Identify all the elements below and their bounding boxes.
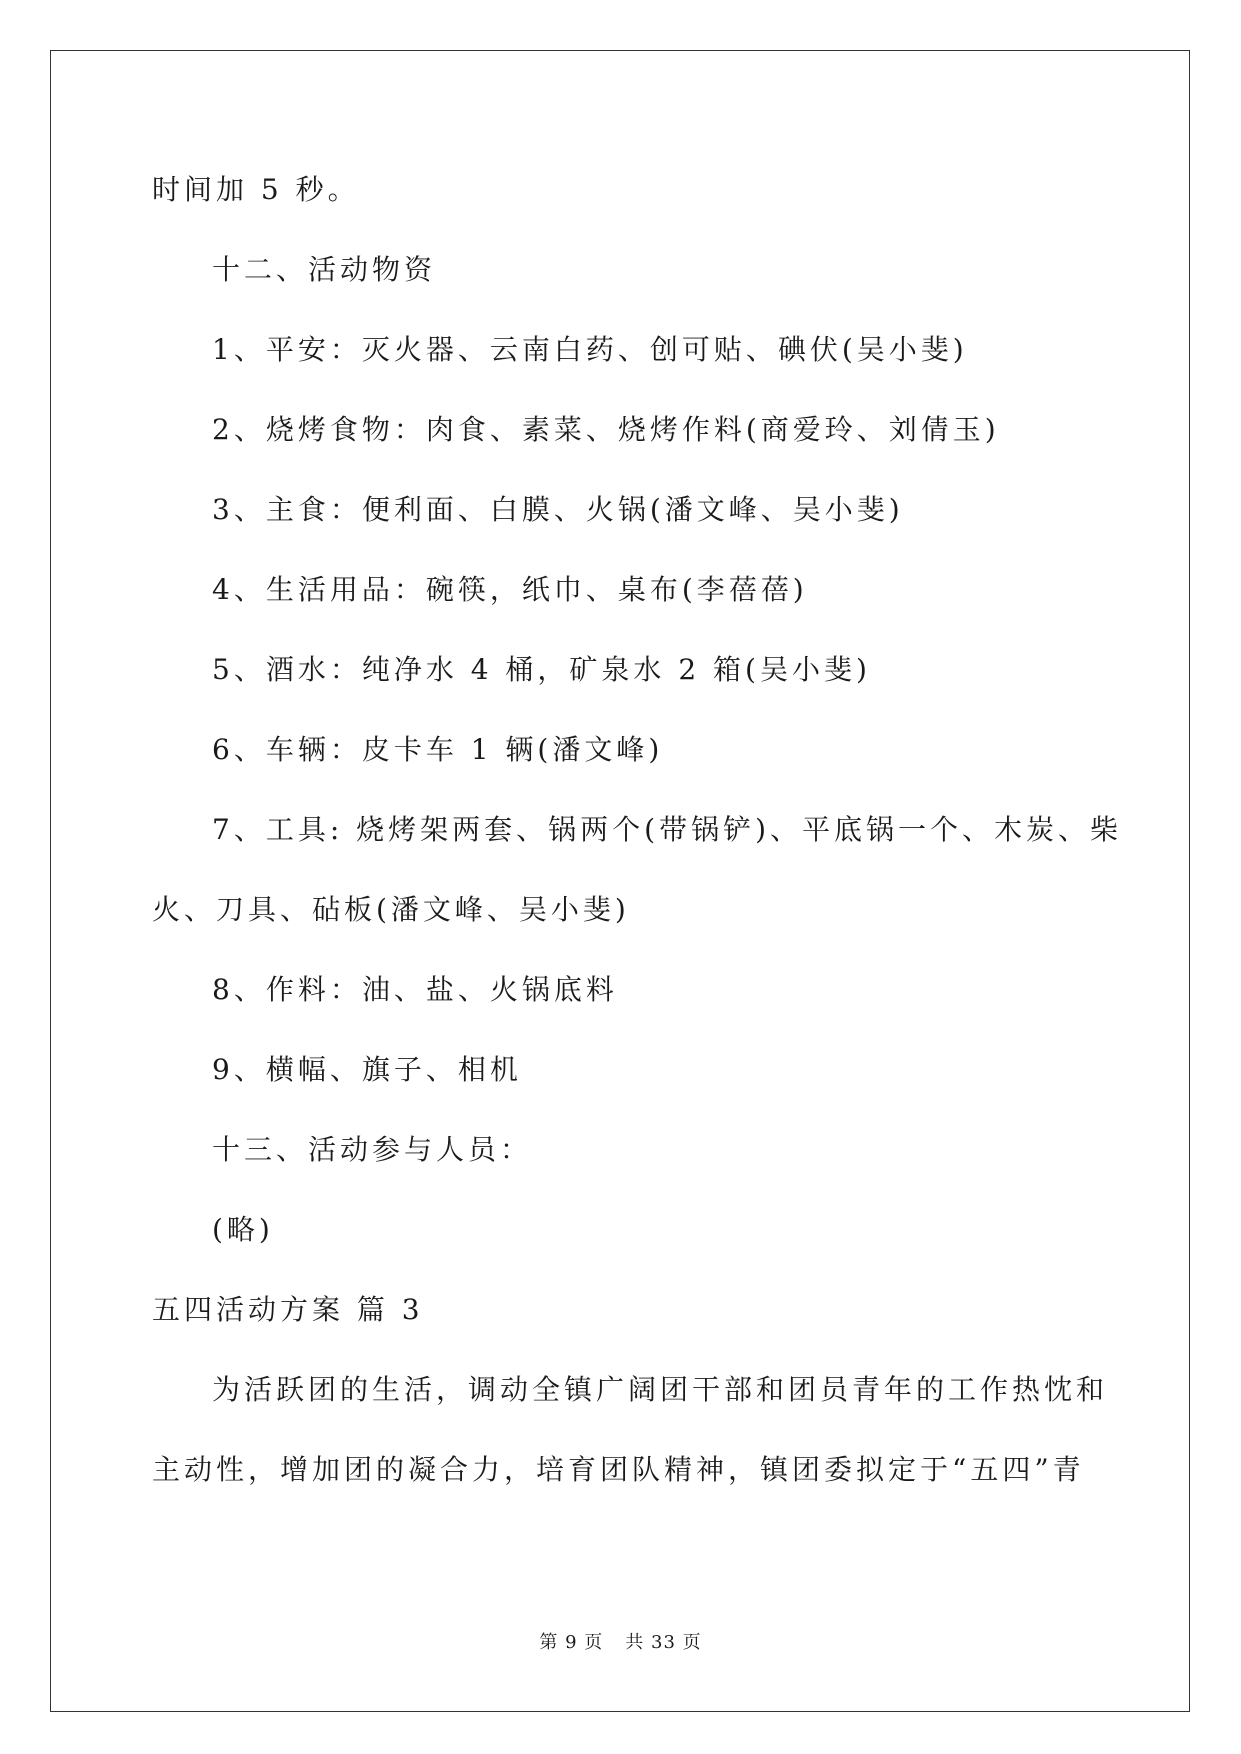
text-line: (略) — [212, 1213, 274, 1246]
list-item: 8、作料：油、盐、火锅底料 — [212, 973, 618, 1006]
list-item: 5、酒水：纯净水 4 桶，矿泉水 2 箱(吴小斐) — [212, 653, 871, 686]
list-item: 3、主食：便利面、白膜、火锅(潘文峰、吴小斐) — [212, 493, 904, 526]
list-item: 9、横幅、旗子、相机 — [212, 1053, 522, 1086]
list-item: 2、烧烤食物：肉食、素菜、烧烤作料(商爱玲、刘倩玉) — [212, 413, 1000, 446]
paragraph-line: 主动性，增加团的凝合力，培育团队精神，镇团委拟定于“五四”青 — [152, 1453, 1085, 1486]
text-line: 时间加 5 秒。 — [152, 173, 360, 206]
section-heading: 十三、活动参与人员： — [212, 1133, 533, 1166]
list-item: 4、生活用品：碗筷，纸巾、桌布(李蓓蓓) — [212, 573, 808, 606]
section-heading: 十二、活动物资 — [212, 253, 437, 286]
page-number: 第 9 页 — [539, 1632, 604, 1653]
paragraph-line: 为活跃团的生活，调动全镇广阔团干部和团员青年的工作热忱和 — [212, 1373, 1109, 1406]
list-item-continued: 火、刀具、砧板(潘文峰、吴小斐) — [152, 893, 630, 926]
list-item: 7、工具: 烧烤架两套、锅两个(带锅铲)、平底锅一个、木炭、柴 — [212, 813, 1122, 846]
article-title: 五四活动方案 篇 3 — [152, 1293, 424, 1326]
page-total: 共 33 页 — [625, 1632, 702, 1653]
list-item: 6、车辆：皮卡车 1 辆(潘文峰) — [212, 733, 664, 766]
page-footer — [0, 1628, 1241, 1654]
list-item: 1、平安：灭火器、云南白药、创可贴、碘伏(吴小斐) — [212, 333, 968, 366]
